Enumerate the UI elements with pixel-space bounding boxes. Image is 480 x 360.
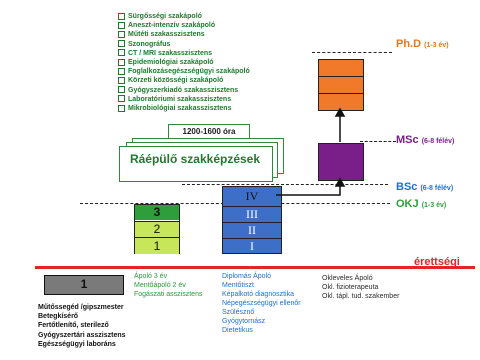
specialty-item: Aneszt-intenzív szakápoló	[118, 21, 268, 30]
bsc-outcome: Népegészségügyi ellenőr	[222, 300, 301, 307]
base-outcome: Betegkísérő	[38, 313, 79, 321]
okj-year-2: 2	[135, 221, 179, 237]
bsc-outcome: Szülésznő	[222, 309, 255, 316]
cards-title: Ráépülő szakképzések	[129, 152, 261, 166]
specialty-item: Sürgősségi szakápoló	[118, 12, 268, 21]
bsc-outcome: Diplomás Ápoló	[222, 273, 272, 280]
hours-label: 1200-1600 óra	[168, 124, 250, 139]
base-outcome: Egészségügyi laboráns	[38, 340, 116, 348]
bsc-to-msc-arrowhead	[336, 179, 344, 186]
bsc-outcome: Mentőtiszt	[222, 282, 254, 289]
specialty-item: Műtéti szakasszisztens	[118, 30, 268, 39]
msc-outcome: Okl. fizioterapeuta	[322, 284, 379, 291]
bsc-label: BSc (6-8 félév)	[396, 181, 454, 193]
base-outcome: Műtőssegéd /gipszmester	[38, 304, 124, 311]
bsc-outcomes	[222, 272, 301, 335]
bsc-outcome: Képalkotó diagnosztika	[222, 291, 294, 298]
msc-outcome: Okl. tápl. tud. szakember	[322, 293, 400, 300]
specialty-item: Mikrobiológiai szakasszisztens	[118, 104, 268, 113]
phd-label: Ph.D (1-3 év)	[396, 38, 449, 50]
erettsegi-line	[35, 266, 475, 269]
specialty-item: CT / MRI szakasszisztens	[118, 49, 268, 58]
base-outcomes	[38, 303, 126, 349]
base-outcome: Fertőtlenítő, sterilező	[38, 322, 109, 330]
bsc-semester-1: I	[223, 238, 281, 254]
specialty-item: Gyógyszerkiadó szakasszisztens	[118, 86, 268, 95]
msc-to-phd-arrowhead	[336, 109, 344, 116]
specialty-item: Körzeti közösségi szakápoló	[118, 76, 268, 85]
okj-outcome: Fogászati asszisztens	[134, 291, 203, 298]
bsc-outcome: Gyógytornász	[222, 318, 266, 325]
base-box	[44, 275, 124, 295]
specialty-item: Laboratóriumi szakasszisztens	[118, 95, 268, 104]
bsc-semester-3: III	[223, 206, 281, 222]
okj-outcome: Ápoló 3 év	[134, 273, 168, 280]
specialty-item: Foglalkozásegészségügyi szakápoló	[118, 67, 268, 76]
specialty-item: Szonográfus	[118, 40, 268, 49]
msc-outcome: Okleveles Ápoló	[322, 275, 373, 282]
specialty-item: Epidemiológiai szakápoló	[118, 58, 268, 67]
base-box-label: 1	[80, 277, 88, 291]
okj-outcomes	[134, 272, 202, 299]
erettsegi-label: érettségi	[414, 256, 460, 268]
okj-year-3: 3	[135, 205, 179, 220]
bsc-to-msc-arrow-line	[276, 184, 340, 195]
msc-outcomes	[322, 274, 399, 301]
okj-label: OKJ (1-3 év)	[396, 198, 447, 210]
bsc-semester-2: II	[223, 222, 281, 238]
bsc-outcome: Dietetikus	[222, 327, 253, 334]
okj-outcome: Mentőápoló 2 év	[134, 282, 186, 289]
okj-year-1: 1	[135, 237, 179, 254]
base-outcome: Gyógyszertári asszisztens	[38, 331, 126, 339]
bsc-semester-4: IV	[245, 189, 259, 203]
msc-label: MSc (6-8 félév)	[396, 134, 455, 146]
